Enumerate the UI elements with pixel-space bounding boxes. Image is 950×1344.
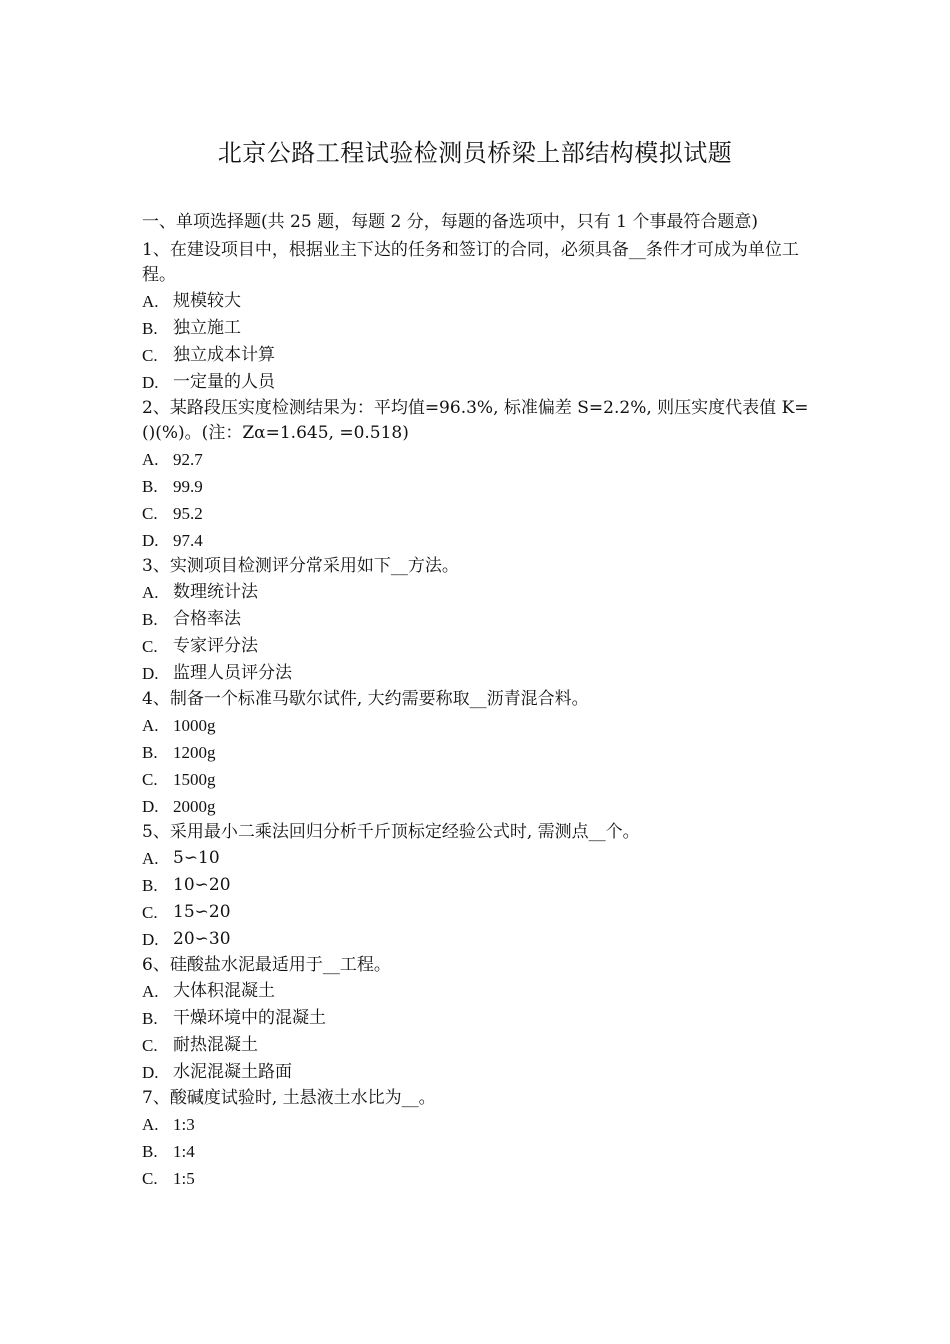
option-letter: C.: [142, 770, 158, 789]
question-text: 4、制备一个标准马歇尔试件, 大约需要称取__沥青混合料。: [142, 689, 589, 709]
option-text: 监理人员评分法: [173, 663, 292, 683]
option-letter: C.: [142, 504, 158, 523]
option-letter: B.: [142, 610, 158, 629]
option-text: 95.2: [173, 504, 203, 523]
option-row: [142, 1032, 812, 1059]
question-text: 3、实测项目检测评分常采用如下__方法。: [142, 556, 459, 576]
option-row: [142, 633, 812, 660]
option-letter: A.: [142, 292, 159, 311]
option-letter: C.: [142, 1036, 158, 1055]
option-text: 1500g: [173, 770, 216, 789]
option-letter: C.: [142, 903, 158, 922]
question-text: 1、在建设项目中，根据业主下达的任务和签订的合同，必须具备__条件才可成为单位工程。: [142, 240, 799, 285]
option-letter: B.: [142, 477, 158, 496]
option-text: 1:5: [173, 1169, 195, 1188]
option-letter: B.: [142, 743, 158, 762]
option-letter: A.: [142, 1115, 159, 1134]
option-row: [142, 926, 812, 953]
question-text: 7、酸碱度试验时, 土悬液土水比为__。: [142, 1088, 436, 1108]
question-text: 6、硅酸盐水泥最适用于__工程。: [142, 955, 391, 975]
option-text: 15∽20: [173, 902, 231, 922]
option-row: [142, 978, 812, 1005]
option-row: [142, 1111, 812, 1138]
option-text: 数理统计法: [173, 582, 258, 602]
question-text: 2、某路段压实度检测结果为：平均值=96.3%, 标准偏差 S=2.2%, 则压实度代表值 K=()(%)。(注：Zα=1.645, =0.518): [142, 398, 809, 443]
option-row: [142, 369, 812, 396]
option-row: [142, 872, 812, 899]
option-row: [142, 660, 812, 687]
option-letter: B.: [142, 1009, 158, 1028]
option-text: 大体积混凝土: [173, 981, 275, 1001]
option-text: 2000g: [173, 797, 216, 816]
option-text: 专家评分法: [173, 636, 258, 656]
option-text: 独立施工: [173, 318, 241, 338]
option-text: 99.9: [173, 477, 203, 496]
option-letter: C.: [142, 1169, 158, 1188]
option-letter: A.: [142, 583, 159, 602]
option-text: 1000g: [173, 716, 216, 735]
option-row: [142, 1059, 812, 1086]
option-text: 水泥混凝土路面: [173, 1062, 292, 1082]
question-block: [142, 1086, 812, 1192]
option-row: [142, 342, 812, 369]
question-block: [142, 554, 812, 687]
document-title: 北京公路工程试验检测员桥梁上部结构模拟试题: [217, 139, 733, 167]
question-block: [142, 953, 812, 1086]
option-row: [142, 793, 812, 820]
option-row: [142, 288, 812, 315]
option-row: [142, 446, 812, 473]
option-letter: B.: [142, 319, 158, 338]
option-letter: A.: [142, 450, 159, 469]
option-text: 一定量的人员: [173, 372, 275, 392]
option-text: 20∽30: [173, 929, 231, 949]
option-row: [142, 500, 812, 527]
option-letter: D.: [142, 1063, 159, 1082]
document-body: [142, 210, 812, 1192]
option-row: [142, 845, 812, 872]
option-letter: A.: [142, 849, 159, 868]
option-letter: B.: [142, 1142, 158, 1161]
option-letter: B.: [142, 876, 158, 895]
option-row: [142, 315, 812, 342]
option-row: [142, 527, 812, 554]
option-letter: D.: [142, 531, 159, 550]
option-row: [142, 739, 812, 766]
option-row: [142, 1005, 812, 1032]
option-row: [142, 766, 812, 793]
option-text: 1200g: [173, 743, 216, 762]
question-block: [142, 396, 812, 554]
option-letter: C.: [142, 637, 158, 656]
option-letter: A.: [142, 716, 159, 735]
option-letter: A.: [142, 982, 159, 1001]
option-row: [142, 1138, 812, 1165]
option-text: 97.4: [173, 531, 203, 550]
option-row: [142, 712, 812, 739]
question-block: [142, 687, 812, 820]
question-text: 5、采用最小二乘法回归分析千斤顶标定经验公式时, 需测点__个。: [142, 822, 640, 842]
option-letter: C.: [142, 346, 158, 365]
option-text: 耐热混凝土: [173, 1035, 258, 1055]
option-text: 5∽10: [173, 848, 220, 868]
option-text: 10∽20: [173, 875, 231, 895]
option-text: 92.7: [173, 450, 203, 469]
option-letter: D.: [142, 930, 159, 949]
option-text: 1:3: [173, 1115, 195, 1134]
option-text: 规模较大: [173, 291, 241, 311]
section-heading: 一、单项选择题(共 25 题，每题 2 分，每题的备选项中，只有 1 个事最符合题意): [142, 212, 758, 232]
question-block: [142, 238, 812, 396]
option-row: [142, 579, 812, 606]
option-row: [142, 899, 812, 926]
option-letter: D.: [142, 664, 159, 683]
option-text: 干燥环境中的混凝土: [173, 1008, 326, 1028]
option-text: 1:4: [173, 1142, 195, 1161]
option-row: [142, 473, 812, 500]
option-letter: D.: [142, 797, 159, 816]
question-block: [142, 820, 812, 953]
option-row: [142, 1165, 812, 1192]
option-row: [142, 606, 812, 633]
option-text: 独立成本计算: [173, 345, 275, 365]
option-text: 合格率法: [173, 609, 241, 629]
option-letter: D.: [142, 373, 159, 392]
